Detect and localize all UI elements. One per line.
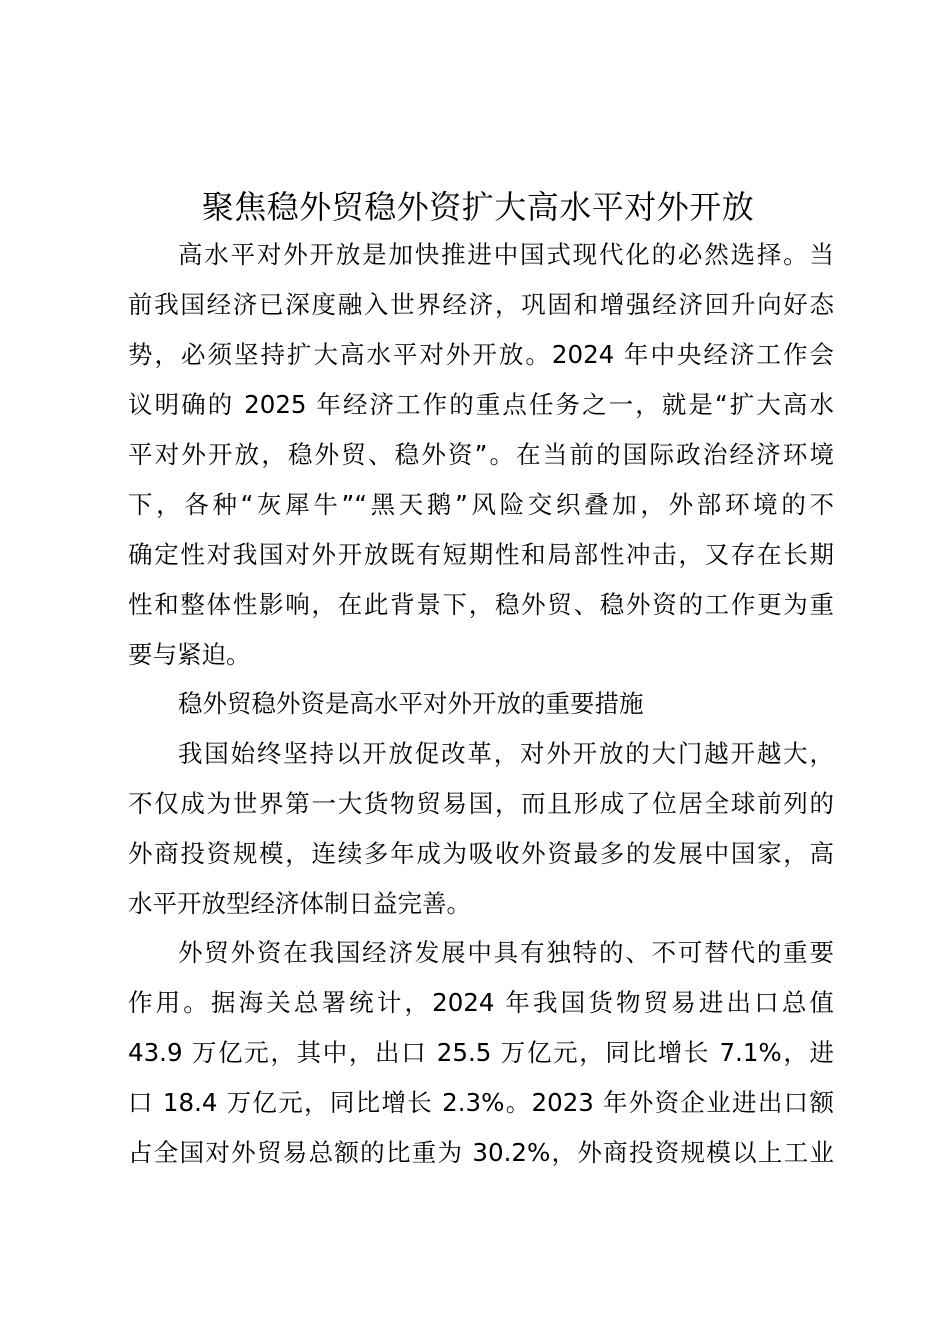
paragraph-1-line-4: 议明确的 2025 年经济工作的重点任务之一，就是“扩大高水 (128, 390, 834, 419)
paragraph-2-line-4: 水平开放型经济体制日益完善。 (128, 889, 471, 918)
paragraph-1-line-1: 高水平对外开放是加快推进中国式现代化的必然选择。当 (178, 240, 834, 269)
paragraph-1-line-5: 平对外开放，稳外贸、稳外资”。在当前的国际政治经济环境 (128, 440, 834, 469)
paragraph-2-line-1: 我国始终坚持以开放促改革，对外开放的大门越开越大， (178, 739, 834, 768)
paragraph-1-line-9: 要与紧迫。 (128, 640, 251, 669)
paragraph-3-line-2: 作用。据海关总署统计，2024 年我国货物贸易进出口总值 (128, 988, 834, 1017)
paragraph-3-line-4: 口 18.4 万亿元，同比增长 2.3%。2023 年外资企业进出口额 (128, 1088, 834, 1117)
paragraph-1-line-2: 前我国经济已深度融入世界经济，巩固和增强经济回升向好态 (128, 290, 834, 319)
section-heading: 稳外贸稳外资是高水平对外开放的重要措施 (178, 689, 644, 718)
paragraph-1-line-8: 性和整体性影响，在此背景下，稳外贸、稳外资的工作更为重 (128, 590, 834, 619)
paragraph-1-line-6: 下，各种“灰犀牛”“黑天鹅”风险交织叠加，外部环境的不 (128, 490, 834, 519)
paragraph-3-line-3: 43.9 万亿元，其中，出口 25.5 万亿元，同比增长 7.1%，进 (128, 1038, 834, 1067)
paragraph-3-line-5: 占全国对外贸易总额的比重为 30.2%，外商投资规模以上工业 (128, 1138, 834, 1167)
paragraph-2-line-3: 外商投资规模，连续多年成为吸收外资最多的发展中国家，高 (128, 839, 834, 868)
paragraph-2-line-2: 不仅成为世界第一大货物贸易国，而且形成了位居全球前列的 (128, 789, 834, 818)
document-title: 聚焦稳外贸稳外资扩大高水平对外开放 (201, 188, 755, 226)
paragraph-1-line-7: 确定性对我国对外开放既有短期性和局部性冲击，又存在长期 (128, 540, 834, 569)
paragraph-3-line-1: 外贸外资在我国经济发展中具有独特的、不可替代的重要 (178, 938, 834, 967)
paragraph-1-line-3: 势，必须坚持扩大高水平对外开放。2024 年中央经济工作会 (128, 340, 834, 369)
